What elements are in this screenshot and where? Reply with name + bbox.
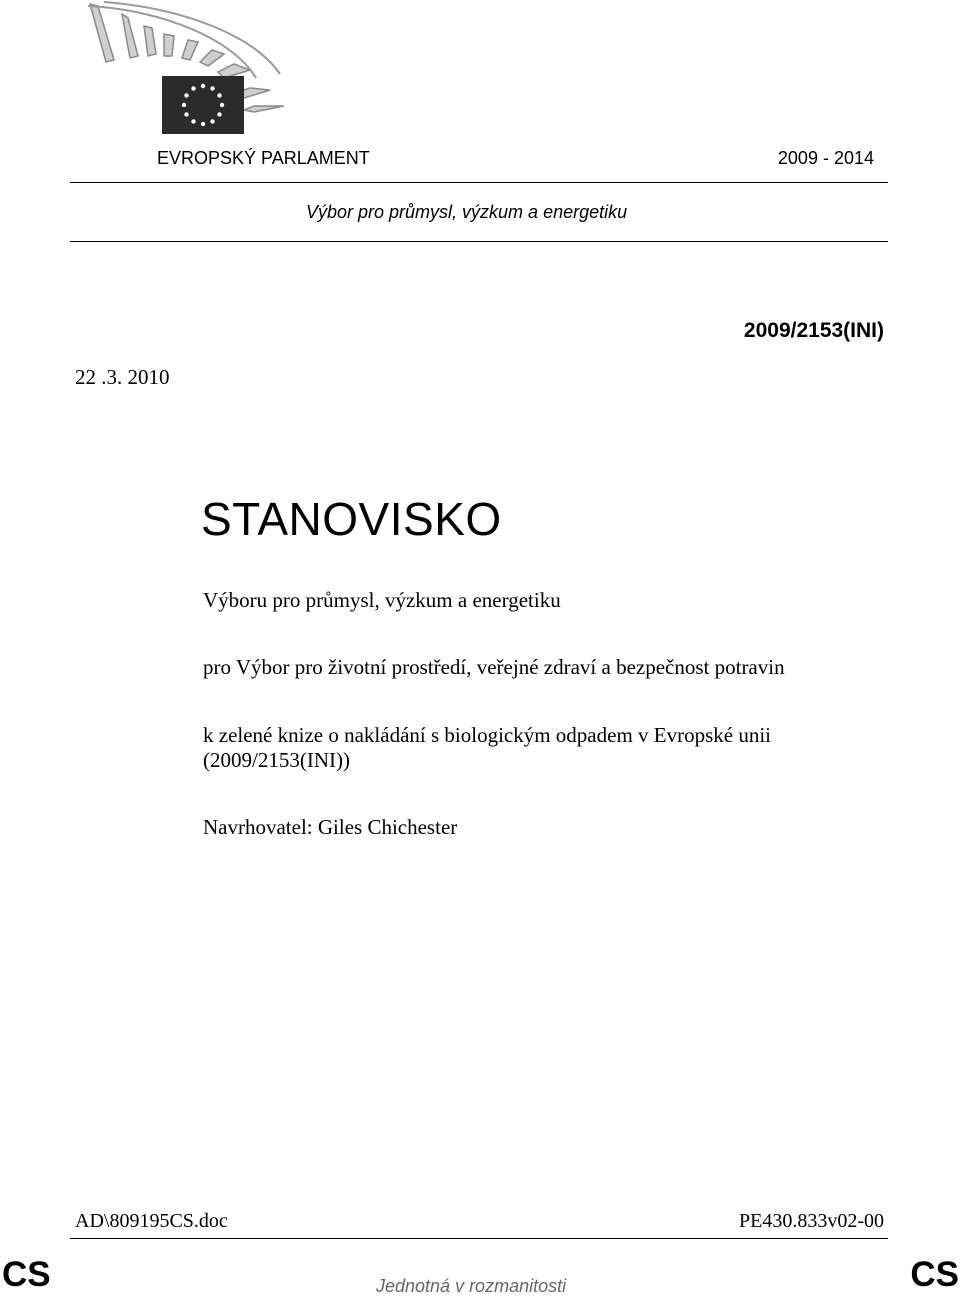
for-committee: pro Výbor pro životní prostředí, veřejné zdraví a bezpečnost potravin: [203, 655, 785, 679]
document-type-title: STANOVISKO: [201, 493, 502, 545]
subject-line: k zelené knize o nakládání s biologickým odpadem v Evropské unii: [203, 723, 772, 747]
committee-divider: [70, 241, 888, 242]
footer-doc-reference: AD\809195CS.doc: [75, 1210, 228, 1232]
procedure-reference: 2009/2153(INI): [743, 319, 884, 342]
footer-pe-reference: PE430.833v02-00: [739, 1210, 884, 1232]
language-code-left: CS: [2, 1255, 51, 1294]
eu-motto: Jednotná v rozmanitosti: [376, 1276, 567, 1296]
institution-name: EVROPSKÝ PARLAMENT: [157, 148, 370, 168]
committee-header: Výbor pro průmysl, výzkum a energetiku: [306, 202, 628, 222]
european-parliament-logo: [84, 0, 336, 138]
language-code-right: CS: [910, 1255, 959, 1294]
from-committee: Výboru pro průmysl, výzkum a energetiku: [203, 588, 561, 612]
header-divider: [70, 182, 888, 183]
parliamentary-term: 2009 - 2014: [777, 148, 874, 168]
rapporteur: Navrhovatel: Giles Chichester: [203, 815, 458, 839]
footer-divider: [70, 1238, 888, 1239]
document-date: 22 .3. 2010: [75, 365, 170, 389]
subject-procedure: (2009/2153(INI)): [203, 748, 350, 772]
